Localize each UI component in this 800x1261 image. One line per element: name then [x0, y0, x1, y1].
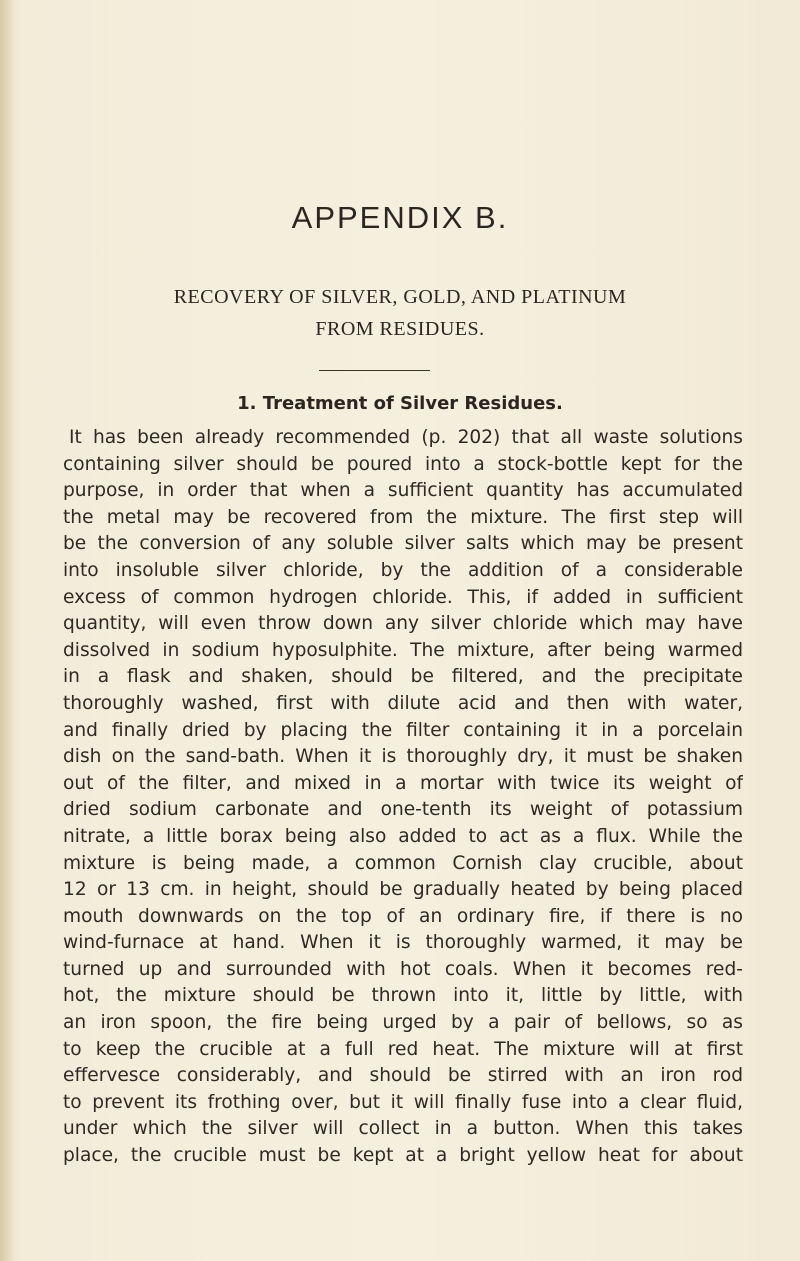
subtitle-line-2: FROM RESIDUES. — [315, 318, 485, 340]
text-line: to prevent its frothing over, but it will finally fuse into a clear fluid, — [63, 1091, 743, 1113]
text-line: and finally dried by placing the filter containing it in a porcelain — [63, 719, 743, 741]
text-line: be the conversion of any soluble silver salts which may be present — [63, 533, 743, 555]
text-line: thoroughly washed, first with dilute acid and then with water, — [63, 692, 743, 714]
text-line: effervesce considerably, and should be stirred with an iron rod — [63, 1065, 743, 1087]
text-line: turned up and surrounded with hot coals. When it becomes red- — [63, 958, 743, 980]
text-line: an iron spoon, the fire being urged by a pair of bellows, so as — [63, 1012, 743, 1034]
text-line: dish on the sand-bath. When it is thoroughly dry, it must be shaken — [63, 746, 743, 768]
body-paragraph — [63, 425, 743, 1170]
section-heading: 1. Treatment of Silver Residues. — [237, 393, 563, 414]
text-line: mouth downwards on the top of an ordinary fire, if there is no — [63, 905, 743, 927]
text-line: wind-furnace at hand. When it is thoroughly warmed, it may be — [63, 932, 743, 954]
page-gutter-shadow — [0, 0, 14, 1261]
text-line: excess of common hydrogen chloride. This, if added in sufficient — [63, 586, 743, 608]
text-line: hot, the mixture should be thrown into it, little by little, with — [63, 985, 743, 1007]
text-line: 12 or 13 cm. in height, should be gradually heated by being placed — [63, 879, 743, 901]
text-line: under which the silver will collect in a button. When this takes — [63, 1118, 743, 1140]
appendix-subtitle — [0, 281, 800, 345]
subtitle-line-1: RECOVERY OF SILVER, GOLD, AND PLATINUM — [173, 286, 627, 308]
text-line: purpose, in order that when a sufficient quantity has accumulated — [63, 480, 743, 502]
text-line: It has been already recommended (p. 202) that all waste solutions — [69, 427, 743, 448]
text-line: to keep the crucible at a full red heat. The mixture will at first — [63, 1038, 743, 1060]
text-line: dried sodium carbonate and one-tenth its weight of potassium — [63, 799, 743, 821]
text-line: dissolved in sodium hyposulphite. The mixture, after being warmed — [63, 639, 743, 661]
text-line: nitrate, a little borax being also added to act as a flux. While the — [63, 825, 743, 847]
text-line: into insoluble silver chloride, by the addition of a considerable — [63, 559, 743, 581]
section-divider-rule — [319, 370, 430, 371]
text-line: place, the crucible must be kept at a bright yellow heat for about — [63, 1145, 743, 1167]
text-line: out of the filter, and mixed in a mortar with twice its weight of — [63, 772, 743, 794]
text-line: containing silver should be poured into a stock-bottle kept for the — [63, 453, 743, 475]
text-line: mixture is being made, a common Cornish clay crucible, about — [63, 852, 743, 874]
appendix-title: APPENDIX B. — [291, 200, 509, 235]
text-line: in a flask and shaken, should be filtered, and the precipitate — [63, 666, 743, 688]
text-line: quantity, will even throw down any silver chloride which may have — [63, 613, 743, 635]
text-line: the metal may be recovered from the mixture. The first step will — [63, 506, 743, 528]
